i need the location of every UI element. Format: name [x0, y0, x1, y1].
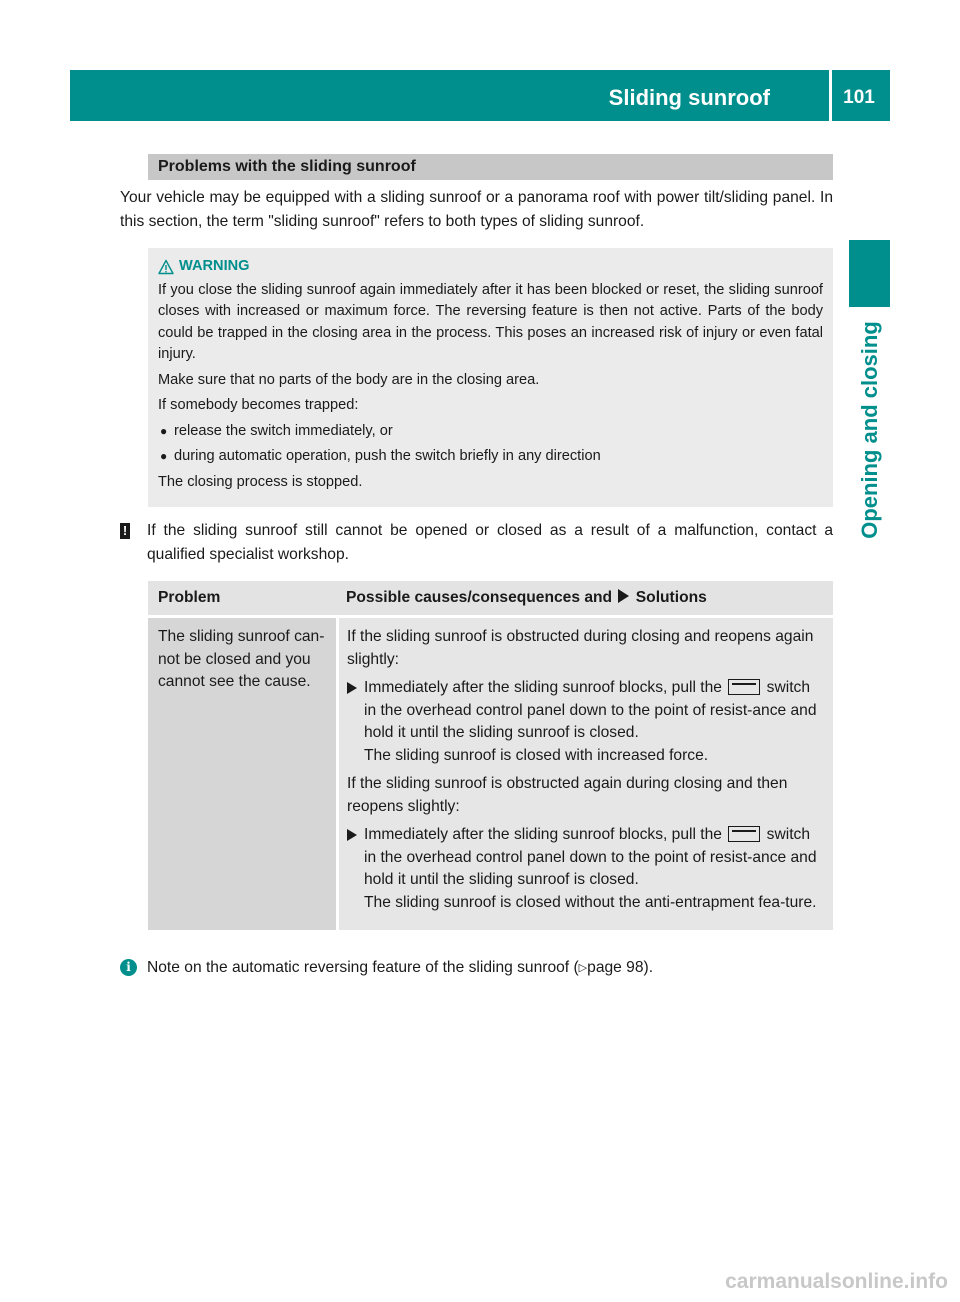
main-content: [120, 154, 833, 980]
intro-paragraph: Your vehicle may be equipped with a sliding sunroof or a panorama roof with power tilt/sliding panel. In this section, the term "sliding sunroof" refers to both types of sliding sunroof.: [120, 189, 833, 230]
page-number: 101: [843, 87, 875, 108]
side-tab-label: Opening and closing: [857, 321, 882, 539]
column-header-problem: Problem: [158, 589, 221, 606]
step-text: switch in the overhead control panel down to the point of resist-ance and hold it until the sliding sunroof is closed.: [364, 826, 817, 888]
solution-cell: [339, 618, 833, 930]
step-text: Immediately after the sliding sunroof blocks, pull the: [364, 826, 722, 843]
step-arrow-icon: [347, 829, 357, 841]
header-title: Sliding sunroof: [608, 85, 770, 110]
list-item-text: release the switch immediately, or: [174, 422, 393, 439]
watermark: carmanualsonline.info: [725, 1270, 948, 1293]
problem-cell: The sliding sunroof can-not be closed and you cannot see the cause.: [148, 618, 336, 930]
solution-step: [347, 824, 825, 914]
warning-box: [148, 248, 833, 507]
notice: [120, 519, 833, 567]
warning-list: [158, 421, 823, 468]
sunroof-switch-icon: [728, 679, 760, 695]
step-text: switch in the overhead control panel down to the point of resist-ance and hold it until the sliding sunroof is closed.: [364, 679, 817, 741]
case-intro: If the sliding sunroof is obstructed during closing and reopens again slightly:: [347, 628, 814, 668]
page-reference-icon: ▷: [578, 962, 588, 974]
warning-text: The closing process is stopped.: [158, 473, 363, 490]
table-row: [148, 618, 833, 930]
header-divider: [829, 70, 832, 121]
step-result: The sliding sunroof is closed without the anti-entrapment fea-ture.: [364, 893, 817, 911]
header-bar: [70, 70, 890, 121]
exclamation-icon: !: [120, 523, 130, 539]
warning-label: WARNING: [179, 258, 250, 274]
step-arrow-icon: [347, 682, 357, 694]
list-item: [158, 446, 823, 468]
table-header: [148, 581, 833, 615]
sunroof-switch-icon: [728, 826, 760, 842]
section-title: Problems with the sliding sunroof: [148, 154, 833, 180]
case-intro: If the sliding sunroof is obstructed again during closing and then reopens slightly:: [347, 775, 788, 815]
notice-text: If the sliding sunroof still cannot be opened or closed as a result of a malfunction, contact a qualified specialist workshop.: [147, 522, 833, 563]
bullet-icon: ●: [160, 449, 168, 463]
column-header-solutions: [336, 581, 833, 615]
warning-triangle-icon: [158, 259, 174, 275]
warning-header: [158, 256, 823, 278]
list-item-text: during automatic operation, push the switch briefly in any direction: [174, 448, 601, 464]
column-header-text: Possible causes/consequences and: [346, 589, 613, 606]
side-tab: [840, 320, 900, 540]
warning-text: If somebody becomes trapped:: [158, 397, 359, 413]
warning-text: Make sure that no parts of the body are in the closing area.: [158, 371, 540, 388]
solution-arrow-icon: [618, 589, 629, 603]
solution-step: [347, 677, 825, 767]
info-icon: i: [120, 959, 137, 976]
info-page-link[interactable]: page 98).: [587, 959, 654, 976]
info-note: [120, 956, 833, 980]
problem-table: [148, 581, 833, 930]
side-tab-marker: [849, 240, 890, 307]
info-text: Note on the automatic reversing feature of the sliding sunroof (: [147, 959, 579, 976]
column-header-text: Solutions: [635, 589, 707, 606]
warning-text: If you close the sliding sunroof again immediately after it has been blocked or reset, the sliding sunroof closes with increased or maximum force. The reversing feature is then not active. Parts of the body could be trapped in the closing area in the process. This poses an increased risk of injury or even fatal injury.: [158, 281, 823, 362]
step-result: The sliding sunroof is closed with increased force.: [364, 746, 709, 764]
step-text: Immediately after the sliding sunroof blocks, pull the: [364, 679, 722, 696]
list-item: [158, 421, 823, 443]
bullet-icon: ●: [160, 423, 168, 438]
